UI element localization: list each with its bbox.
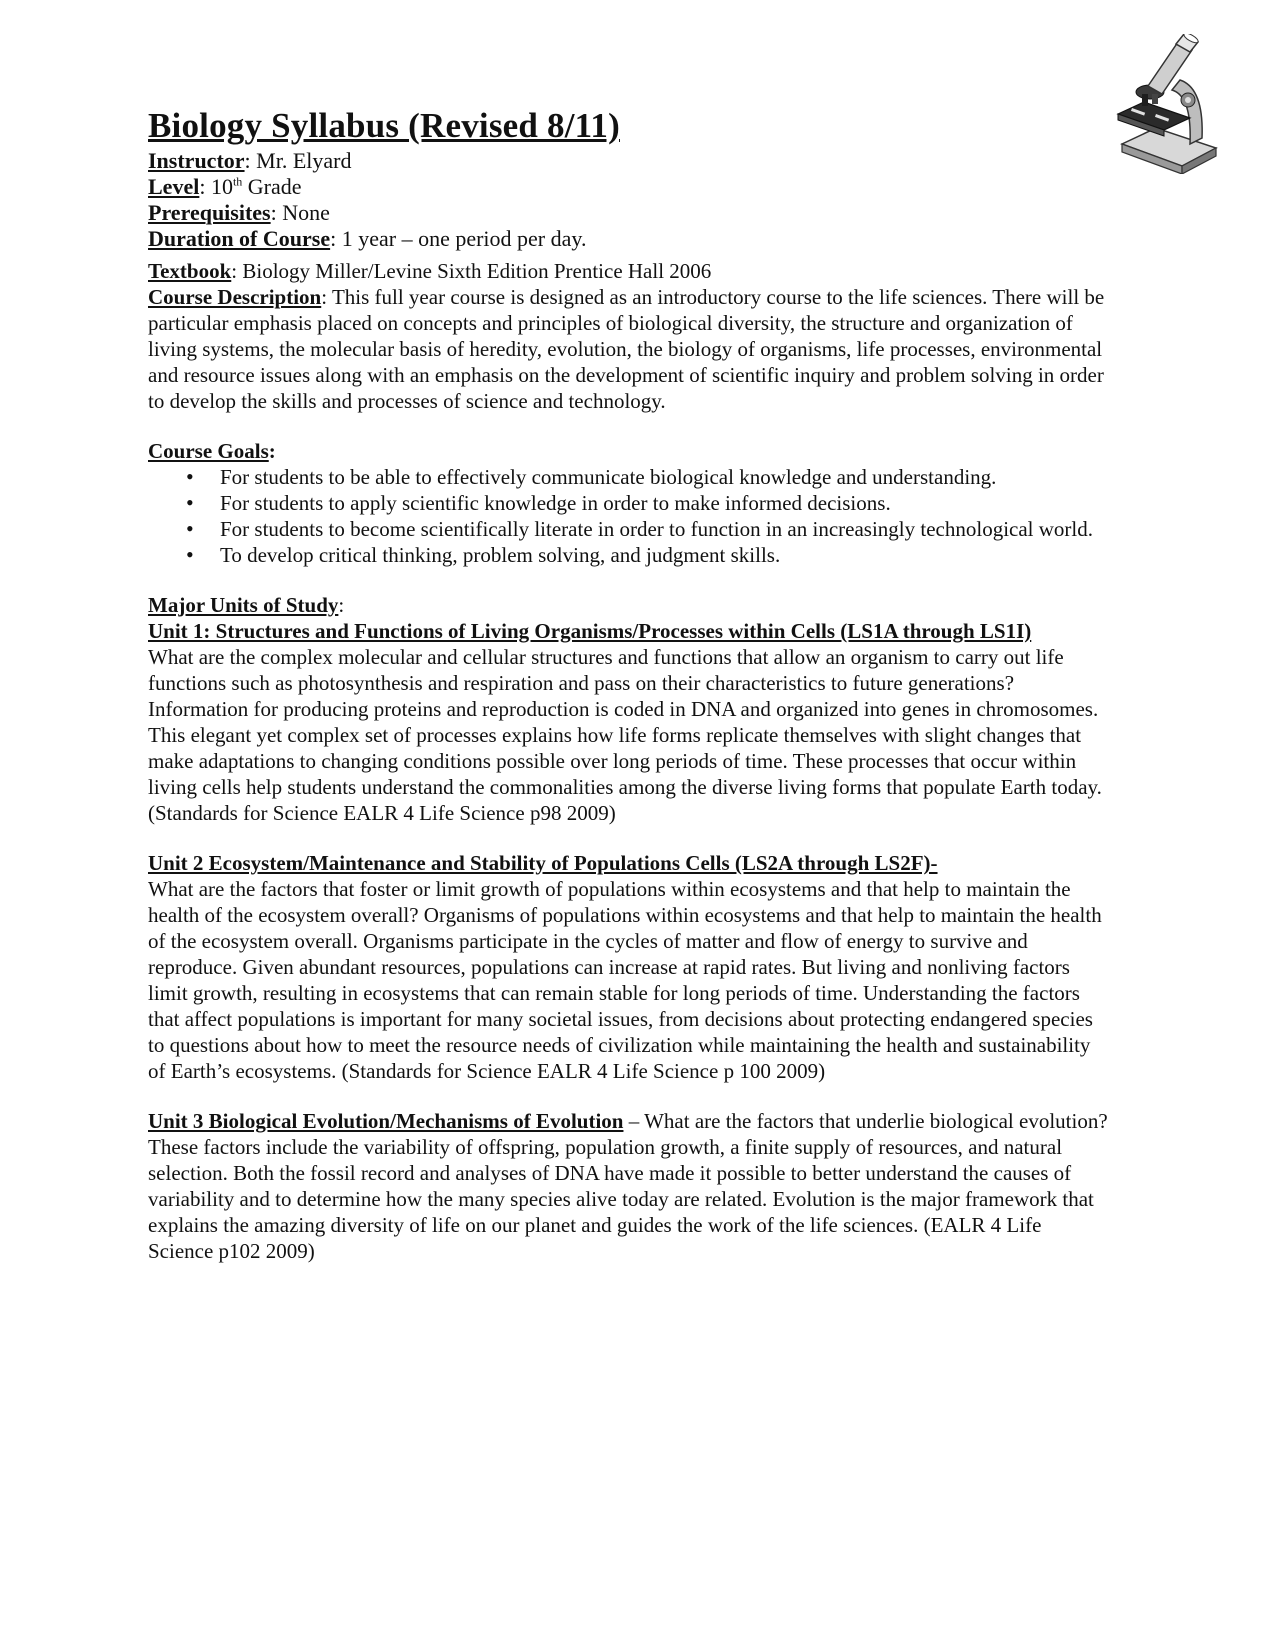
instructor-value: : Mr. Elyard bbox=[244, 148, 352, 173]
page-title: Biology Syllabus (Revised 8/11) bbox=[148, 106, 620, 145]
unit-1-heading: Unit 1: Structures and Functions of Living Organisms/Processes within Cells (LS1A through LS1I) bbox=[148, 619, 1032, 643]
prerequisites-value: : None bbox=[270, 200, 330, 225]
course-goals-colon: : bbox=[268, 439, 276, 463]
list-item: • For students to become scientifically literate in order to function in an increasingly technological world. bbox=[220, 516, 1108, 542]
microscope-icon bbox=[1112, 34, 1220, 174]
list-item: • For students to be able to effectively communicate biological knowledge and understanding. bbox=[220, 464, 1108, 490]
level-value: : 10 bbox=[199, 174, 233, 199]
list-item: • For students to apply scientific knowledge in order to make informed decisions. bbox=[220, 490, 1108, 516]
level-superscript: th bbox=[232, 174, 243, 189]
duration-value: : 1 year – one period per day. bbox=[330, 226, 587, 251]
course-description-label: Course Description bbox=[148, 285, 322, 309]
course-goals-label: Course Goals bbox=[148, 439, 269, 463]
textbook-label: Textbook bbox=[148, 259, 232, 283]
list-item: • To develop critical thinking, problem solving, and judgment skills. bbox=[220, 542, 1108, 568]
level-value-suffix: Grade bbox=[242, 174, 302, 199]
unit-3-paragraph bbox=[148, 1108, 1108, 1264]
major-units-colon: : bbox=[338, 593, 345, 617]
prerequisites-label: Prerequisites bbox=[148, 200, 271, 225]
instructor-line bbox=[148, 148, 1108, 174]
course-description bbox=[148, 284, 1108, 414]
instructor-label: Instructor bbox=[148, 148, 245, 173]
major-units-label: Major Units of Study bbox=[148, 593, 339, 617]
unit-2-text: What are the factors that foster or limit growth of populations within ecosystems and that help to maintain the health of the ecosystem overall? Organisms of populations within ecosystems and that help to maintain the health of the ecosystem overall. Organisms participate in the cycles of matter and flow of energy to survive and reproduce. Given abundant resources, populations can increase at rapid rates. But living and nonliving factors limit growth, resulting in ecosystems that can remain stable for long periods of time. Understanding the factors that affect populations is important for many societal issues, from decisions about protecting endangered species to questions about how to meet the resource needs of civilization while maintaining the health and sustainability of Earth’s ecosystems. (Standards for Science EALR 4 Life Science p 100 2009) bbox=[148, 877, 1102, 1083]
unit-3-text: – What are the factors that underlie biological evolution? These factors include the variability of offspring, population growth, a finite supply of resources, and natural selection. Both the fossil record and analyses of DNA have made it possible to better understand the causes of variability and to determine how the many species alive today are related. Evolution is the major framework that explains the amazing diversity of life on our planet and guides the work of the life sciences. (EALR 4 Life Science p102 2009) bbox=[148, 1109, 1108, 1263]
unit-2-heading: Unit 2 Ecosystem/Maintenance and Stability of Populations Cells (LS2A through LS2F)- bbox=[148, 851, 938, 875]
major-units-heading bbox=[148, 592, 1108, 618]
unit-3-heading: Unit 3 Biological Evolution/Mechanisms of Evolution bbox=[148, 1109, 624, 1133]
prerequisites-line bbox=[148, 200, 1108, 226]
course-goals-list bbox=[148, 464, 1108, 568]
course-description-text: : This full year course is designed as an introductory course to the life sciences. There will be particular emphasis placed on concepts and principles of biological diversity, the structure and organization of living systems, the molecular basis of heredity, evolution, the biology of organisms, life processes, environmental and resource issues along with an emphasis on the development of scientific inquiry and problem solving in order to develop the skills and processes of science and technology. bbox=[148, 285, 1105, 413]
level-line bbox=[148, 174, 1108, 200]
textbook-value: : Biology Miller/Levine Sixth Edition Prentice Hall 2006 bbox=[231, 259, 712, 283]
level-label: Level bbox=[148, 174, 200, 199]
duration-line bbox=[148, 226, 1108, 252]
syllabus-page bbox=[148, 98, 1108, 1264]
textbook-line bbox=[148, 258, 1108, 284]
course-goals-heading bbox=[148, 438, 1108, 464]
unit-1-text: What are the complex molecular and cellular structures and functions that allow an organism to carry out life functions such as photosynthesis and respiration and pass on their characteristics to future generations? Information for producing proteins and reproduction is coded in DNA and organized into genes in chromosomes. This elegant yet complex set of processes explains how life forms replicate themselves with slight changes that make adaptations to changing conditions possible over long periods of time. These processes that occur within living cells help students understand the commonalities among the diverse living forms that populate Earth today. (Standards for Science EALR 4 Life Science p98 2009) bbox=[148, 645, 1102, 825]
duration-label: Duration of Course bbox=[148, 226, 331, 251]
